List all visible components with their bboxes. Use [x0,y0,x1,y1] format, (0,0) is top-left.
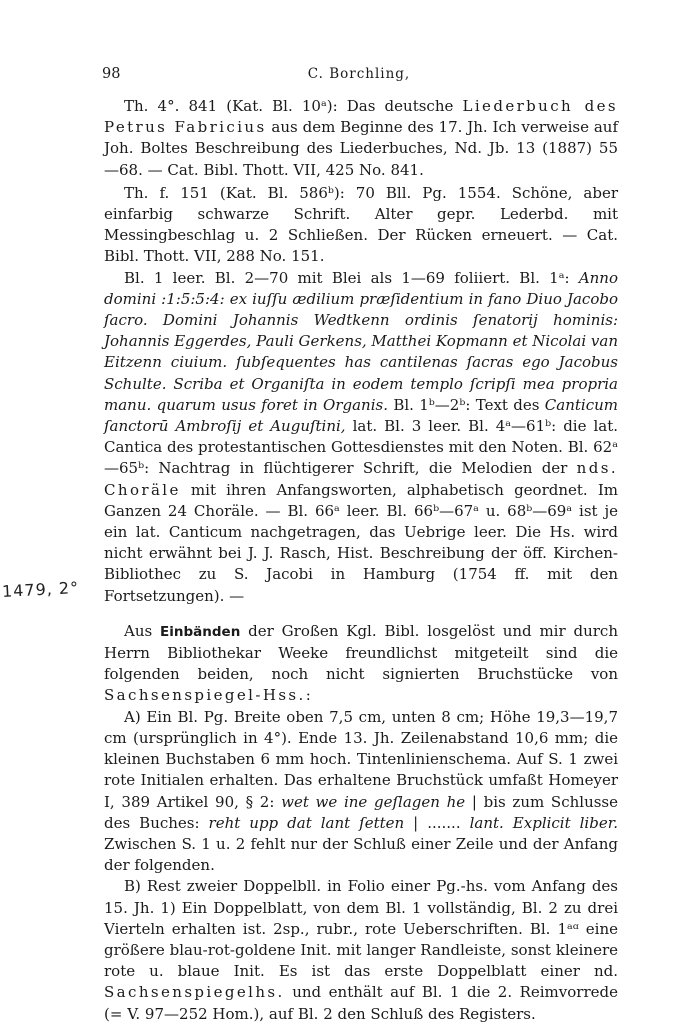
page-header [102,66,616,88]
paragraph-th-f-151: Th. f. 151 (Kat. Bl. 586ᵇ): 70 Bll. Pg. 1554. Schöne, aber einfarbig schwarze Schrift. Alter gepr. Lederbd. mit Messingbeschlag u. 2 Schließen. Der Rücken erneuert. — Cat. Bibl. Thott. VII, 288 No. 151. [104,183,618,266]
body-text [104,96,618,1025]
paragraph-fragment-b: B) Rest zweier Doppelbll. in Folio einer Pg.-hs. vom Anfang des 15. Jh. 1) Ein Doppelblatt, von dem Bl. 1 vollständig, Bl. 2 zu drei Vierteln erhalten ist. 2sp., rubr., rote Ueberschriften. Bl. 1ᵃᵅ eine größere blau-rot-goldene Init. mit langer Randleiste, sonst kleinere rote u. blaue Init. Es ist das erste Doppelblatt einer nd. Sachsenspiegelhs. und enthält auf Bl. 1 die 2. Reimvorrede (= V. 97—252 Hom.), auf Bl. 2 den Schluß des Registers. [104,877,618,1023]
paragraph-th-4-841: Th. 4°. 841 (Kat. Bl. 10ᵃ): Das deutsche Liederbuch des Petrus Fabricius aus dem Beginne des 17. Jh. Ich verweise auf Joh. Boltes Beschreibung des Liederbuches, Nd. Jb. 13 (1887) 55 —68. — Cat. Bibl. Thott. VII, 425 No. 841. [104,97,619,179]
paragraph-fragment-a: A) Ein Bl. Pg. Breite oben 7,5 cm, unten 8 cm; Höhe 19,3—19,7 cm (ursprünglich in 4°). Ende 13. Jh. Zeilenabstand 10,6 mm; die kleinen Buchstaben 6 mm hoch. Tintenlinienschema. Auf S. 1 zwei rote Initialen erhalten. Das erhaltene Bruchstück umfaßt Homeyer I, 389 Artikel 90, § 2: wet we ine geſlagen he | bis zum Schlusse des Buches: reht upp dat lant ſetten | ....... lant. Explicit liber. Zwischen S. 1 u. 2 fehlt nur der Schluß einer Zeile und der Anfang der folgenden. [104,707,618,875]
paragraph-folio-description: Bl. 1 leer. Bl. 2—70 mit Blei als 1—69 foliiert. Bl. 1ᵃ: Anno domini :1:5:5:4: ex iuſſu ædilium præſidentium in fano Diuo Jacobo ſacro. Domini Johannis Wedtkenn ordinis ſenatorij hominis: Johannis Eggerdes, Pauli Gerkens, Matthei Kopmann et Nicolai van Eitzenn ciuium. ſubſequentes has cantilenas ſacras ego Jacobus Schulte. Scriba et Organiſta in eodem templo ſcripſi mea propria manu. quarum usus foret in Organis. Bl. 1ᵇ—2ᵇ: Text des Canticum ſanctorū Ambroſij et Auguſtini, lat. Bl. 3 leer. Bl. 4ᵃ—61ᵇ: die lat. Cantica des protestantischen Gottesdienstes mit den Noten. Bl. 62ᵃ—65ᵇ: Nachtrag in flüchtigerer Schrift, die Melodien der nds. Choräle mit ihren Anfangsworten, alphabetisch geordnet. Im Ganzen 24 Choräle. — Bl. 66ᵃ leer. Bl. 66ᵇ—67ᵃ u. 68ᵇ—69ᵃ ist je ein lat. Canticum nachgetragen, das Uebrige leer. Die Hs. wird nicht erwähnt bei J. J. Rasch, Hist. Beschreibung der öff. Kirchen-Bibliothec zu S. Jacobi in Hamburg (1754 ff. mit den Fortsetzungen). — [104,268,619,605]
paragraph-einbaende: Aus Einbänden der Großen Kgl. Bibl. losgelöst und mir durch Herrn Bibliothekar Weeke freundlichst mitgeteilt sind die folgenden beiden, noch nicht signierten Bruchstücke von Sachsenspiegel-Hss.: [104,621,618,705]
handwritten-margin-note: 1479, 2° [1,577,80,602]
running-title: C. Borchling, [307,66,411,82]
page-number: 98 [102,66,121,82]
